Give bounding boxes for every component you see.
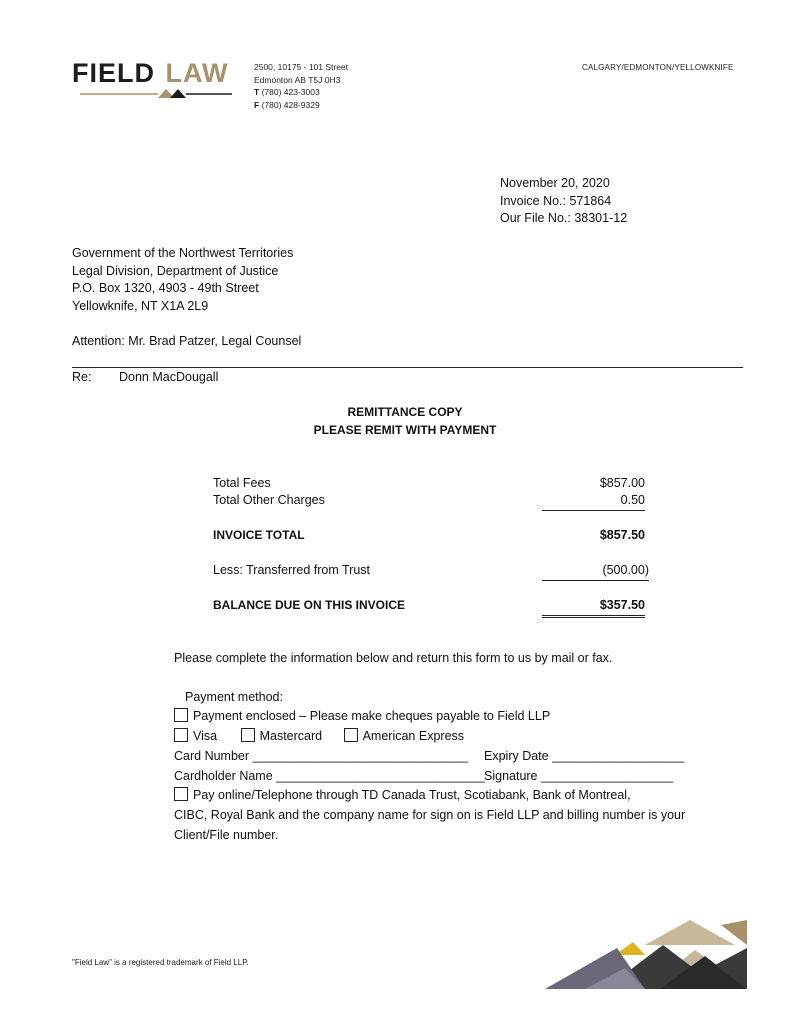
cardholder-name-field[interactable]: Cardholder Name ______________________________ (174, 769, 485, 783)
fax-row (254, 99, 348, 112)
office-cities: CALGARY/EDMONTON/YELLOWKNIFE (582, 63, 734, 72)
heading-line-2: PLEASE REMIT WITH PAYMENT (313, 422, 497, 437)
recipient-line-3: P.O. Box 1320, 4903 - 49th Street (72, 281, 259, 295)
visa-label: Visa (193, 729, 218, 743)
decorative-triangles (545, 920, 747, 990)
logo (72, 60, 252, 102)
pay-online-line-2: CIBC, Royal Bank and the company name for sign on is Field LLP and billing number is your (174, 808, 686, 822)
recipient-line-2: Legal Division, Department of Justice (72, 263, 279, 278)
fax-label: F (254, 99, 260, 110)
invoice-total-value: $857.50 (599, 528, 645, 542)
pay-online-line-1: Pay online/Telephone through TD Canada Trust, Scotiabank, Bank of Montreal, (193, 788, 631, 802)
amex-option[interactable] (344, 729, 464, 743)
trust-value: (500.00) (542, 562, 649, 581)
file-number: Our File No.: 38301-12 (500, 211, 628, 225)
total-fees-label: Total Fees (213, 476, 271, 490)
mastercard-checkbox[interactable] (241, 728, 255, 742)
invoice-total-label: INVOICE TOTAL (213, 528, 305, 542)
payment-enclosed-label: Payment enclosed – Please make cheques payable to Field LLP (193, 709, 551, 723)
pay-online-option[interactable] (174, 787, 631, 805)
phone-number: (780) 423-3003 (261, 87, 320, 97)
invoice-info (500, 175, 627, 228)
amex-label: American Express (362, 729, 465, 743)
visa-checkbox[interactable] (174, 728, 188, 742)
balance-due-value: $357.50 (542, 597, 645, 618)
mastercard-label: Mastercard (259, 729, 323, 743)
invoice-number: Invoice No.: 571864 (500, 193, 612, 208)
phone-row (254, 86, 348, 99)
heading-line-1: REMITTANCE COPY (347, 405, 463, 419)
address-line-2: Edmonton AB T5J 0H3 (254, 74, 341, 85)
pay-online-line-3: Client/File number. (174, 828, 279, 842)
trademark-notice: "Field Law" is a registered trademark of Field LLP. (72, 958, 249, 967)
amex-checkbox[interactable] (344, 728, 358, 742)
other-charges-value: 0.50 (542, 492, 645, 511)
logo-law-text: LAW (165, 58, 229, 88)
payment-enclosed-option[interactable] (174, 708, 550, 726)
phone-label: T (254, 87, 260, 97)
address-line-1: 2500, 10175 - 101 Street (254, 62, 349, 72)
re-line (72, 369, 219, 387)
card-number-field[interactable]: Card Number _______________________________ (174, 749, 469, 763)
recipient-line-4: Yellowknife, NT X1A 2L9 (72, 298, 209, 313)
total-fees-value: $857.00 (599, 476, 645, 490)
re-label: Re: (72, 370, 92, 384)
attention-line: Attention: Mr. Brad Patzer, Legal Counsel (72, 334, 302, 348)
pay-online-checkbox[interactable] (174, 787, 188, 801)
logo-field-text: FIELD (72, 58, 155, 88)
payment-enclosed-checkbox[interactable] (174, 708, 188, 722)
visa-option[interactable] (174, 729, 217, 743)
signature-field[interactable]: Signature ___________________ (484, 769, 674, 783)
recipient-line-1: Government of the Northwest Territories (72, 246, 294, 260)
logo-mountain-icon (80, 88, 245, 100)
remittance-heading (255, 404, 555, 439)
fax-number: (780) 428-9329 (261, 99, 320, 110)
recipient-address (72, 245, 293, 315)
invoice-date: November 20, 2020 (500, 176, 610, 190)
payment-method-label: Payment method: (185, 690, 283, 704)
firm-address (254, 61, 348, 111)
divider (72, 367, 743, 368)
trust-label: Less: Transferred from Trust (213, 563, 370, 577)
mastercard-option[interactable] (241, 729, 323, 743)
balance-due-label: BALANCE DUE ON THIS INVOICE (213, 598, 406, 612)
card-type-row (174, 728, 464, 746)
re-value: Donn MacDougall (119, 370, 219, 384)
expiry-date-field[interactable]: Expiry Date ___________________ (484, 749, 685, 763)
other-charges-label: Total Other Charges (213, 493, 325, 507)
payment-instructions: Please complete the information below and return this form to us by mail or fax. (174, 651, 613, 665)
